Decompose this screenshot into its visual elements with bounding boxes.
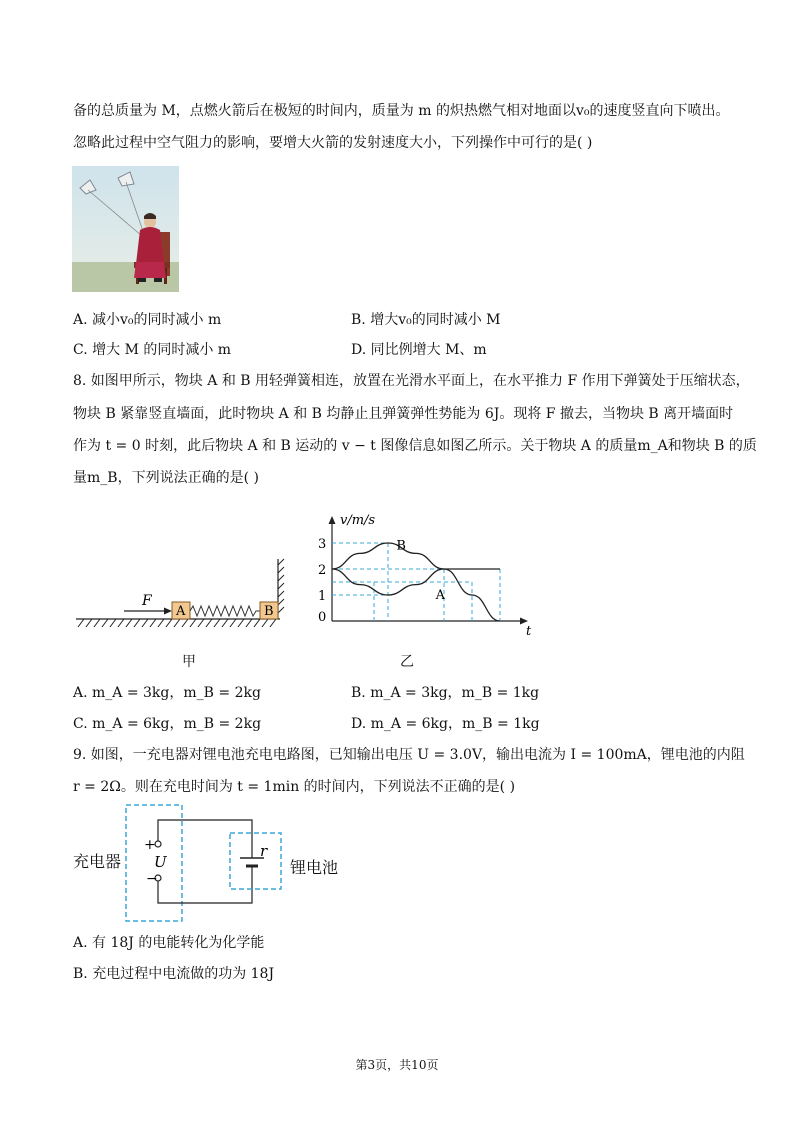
vt-chart <box>310 495 540 645</box>
plus-terminal: + <box>144 837 156 853</box>
q7-stem-line1: 备的总质量为 M，点燃火箭后在极短的时间内，质量为 m 的炽热燃气相对地面以v₀的速度竖直向下喷出。 <box>73 103 730 119</box>
q8-option-a: A. m_A = 3kg，m_B = 2kg <box>73 685 261 701</box>
page-footer: 第3页，共10页 <box>355 1058 439 1072</box>
q7-option-c: C. 增大 M 的同时减小 m <box>73 342 232 358</box>
q7-option-a: A. 减小v₀的同时减小 m <box>73 312 222 328</box>
q8-stem-line4: 量m_B，下列说法正确的是( ) <box>73 470 259 486</box>
q8-stem-line3: 作为 t = 0 时刻，此后物块 A 和 B 运动的 v − t 图像信息如图乙所示。关于物块 A 的质量m_A和物块 B 的质 <box>73 438 757 454</box>
y-tick-label: 2 <box>318 563 327 578</box>
block-a-label: A <box>176 604 186 619</box>
force-label: F <box>142 593 152 609</box>
y-tick-label: 0 <box>318 610 327 625</box>
q9-option-a: A. 有 18J 的电能转化为化学能 <box>73 935 265 951</box>
y-tick-label: 1 <box>318 589 327 604</box>
q8-stem-line2: 物块 B 紧靠竖直墙面，此时物块 A 和 B 均静止且弹簧弹性势能为 6J。现将 F 撤去，当物块 B 离开墙面时 <box>73 406 734 422</box>
spring-block-diagram <box>70 555 300 635</box>
q8-stem-line1: 8. 如图甲所示，物块 A 和 B 用轻弹簧相连，放置在光滑水平面上，在水平推力 F 作用下弹簧处于压缩状态， <box>73 373 750 389</box>
voltage-label: U <box>154 853 167 871</box>
y-axis-label: v/m/s <box>340 513 376 528</box>
q9-stem-line2: r = 2Ω。则在充电时间为 t = 1min 的时间内，下列说法不正确的是( ) <box>73 779 516 795</box>
block-b-label: B <box>264 604 274 619</box>
q7-option-d: D. 同比例增大 M、m <box>351 342 487 358</box>
kite-illustration <box>72 166 179 292</box>
charging-circuit <box>120 800 290 930</box>
figure-caption-yi: 乙 <box>400 654 414 670</box>
y-axis-arrow <box>329 516 336 524</box>
series-b-label: B <box>396 538 406 554</box>
charger-label: 充电器 <box>73 852 122 871</box>
resistance-label: r <box>260 842 268 860</box>
q9-stem-line1: 9. 如图，一充电器对锂电池充电电路图，已知输出电压 U = 3.0V，输出电流为 I = 100mA，锂电池的内阻 <box>73 747 745 763</box>
q9-option-b: B. 充电过程中电流做的功为 18J <box>73 966 275 982</box>
q7-option-b: B. 增大v₀的同时减小 M <box>351 312 501 328</box>
q8-option-d: D. m_A = 6kg，m_B = 1kg <box>351 716 540 732</box>
q7-stem-line2: 忽略此过程中空气阻力的影响，要增大火箭的发射速度大小，下列操作中可行的是( ) <box>73 135 593 151</box>
q8-option-c: C. m_A = 6kg，m_B = 2kg <box>73 716 262 732</box>
series-a-label: A <box>435 587 445 603</box>
y-tick-label: 3 <box>318 537 327 552</box>
minus-terminal: − <box>146 871 158 887</box>
x-axis-label: t <box>526 624 532 639</box>
battery-label: 锂电池 <box>290 858 339 877</box>
q8-option-b: B. m_A = 3kg，m_B = 1kg <box>351 685 540 701</box>
figure-caption-jia: 甲 <box>182 654 196 670</box>
